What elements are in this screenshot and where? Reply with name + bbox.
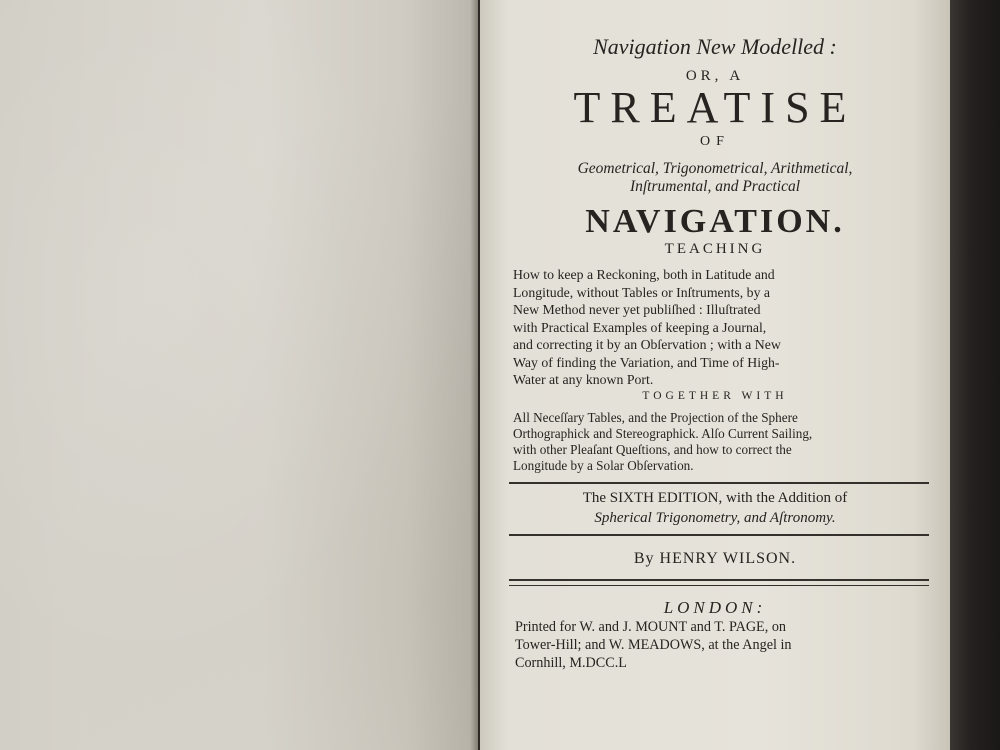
divider-rule-thin [509,585,929,586]
description-line: How to keep a Reckoning, both in Latitude and [513,267,775,282]
title-page [495,0,935,750]
imprint-line: Tower-Hill; and W. MEADOWS, at the Angel in [515,637,792,653]
imprint-line: Printed for W. and J. MOUNT and T. PAGE, on [515,619,787,635]
of-text: OF [700,134,730,149]
page-edge-shadow [950,0,1000,750]
description-line: with Practical Examples of keeping a Journal, [513,319,767,335]
description-paragraph [513,266,933,389]
appendix-line: Orthographick and Stereographick. Alſo Current Sailing, [513,426,813,441]
teaching-text: TEACHING [664,241,766,257]
description-line: and correcting it by an Obſervation ; with a New [513,337,781,352]
treatise-heading: TREATISE [573,83,857,132]
edition-line-2: Spherical Trigonometry, and Aſtronomy. [594,510,836,526]
description-line: Water at any known Port. [513,372,654,387]
blank-left-page [0,0,478,750]
or-a-text: OR, A [685,68,745,84]
subjects-line-1: Geometrical, Trigonometrical, Arithmetical, [577,160,853,177]
imprint-line: Cornhill, M.DCC.L [515,655,627,671]
description-line: Longitude, without Tables or Inſtruments, by a [513,284,771,300]
imprint-paragraph [515,618,935,672]
edition-line-1: The SIXTH EDITION, with the Addition of [582,490,848,506]
navigation-heading: NAVIGATION. [585,203,845,240]
appendix-line: All Neceſſary Tables, and the Projection of the Sphere [513,410,798,425]
description-line: Way of finding the Variation, and Time of High- [513,354,780,370]
divider-rule [509,482,929,484]
divider-rule [509,534,929,536]
description-line: New Method never yet publiſhed : Illuſtrated [513,302,761,317]
appendix-line: with other Pleaſant Queſtions, and how to correct the [513,442,792,457]
divider-rule [509,579,929,581]
book-title-italic: Navigation New Modelled : [593,34,837,59]
subjects-line-2: Inſtrumental, and Practical [629,178,801,195]
appendix-line: Longitude by a Solar Obſervation. [513,458,694,473]
author-byline: By HENRY WILSON. [633,550,797,567]
imprint-city: LONDON: [663,598,767,617]
together-with-text: TOGETHER WITH [642,390,788,402]
appendix-paragraph [513,410,933,474]
